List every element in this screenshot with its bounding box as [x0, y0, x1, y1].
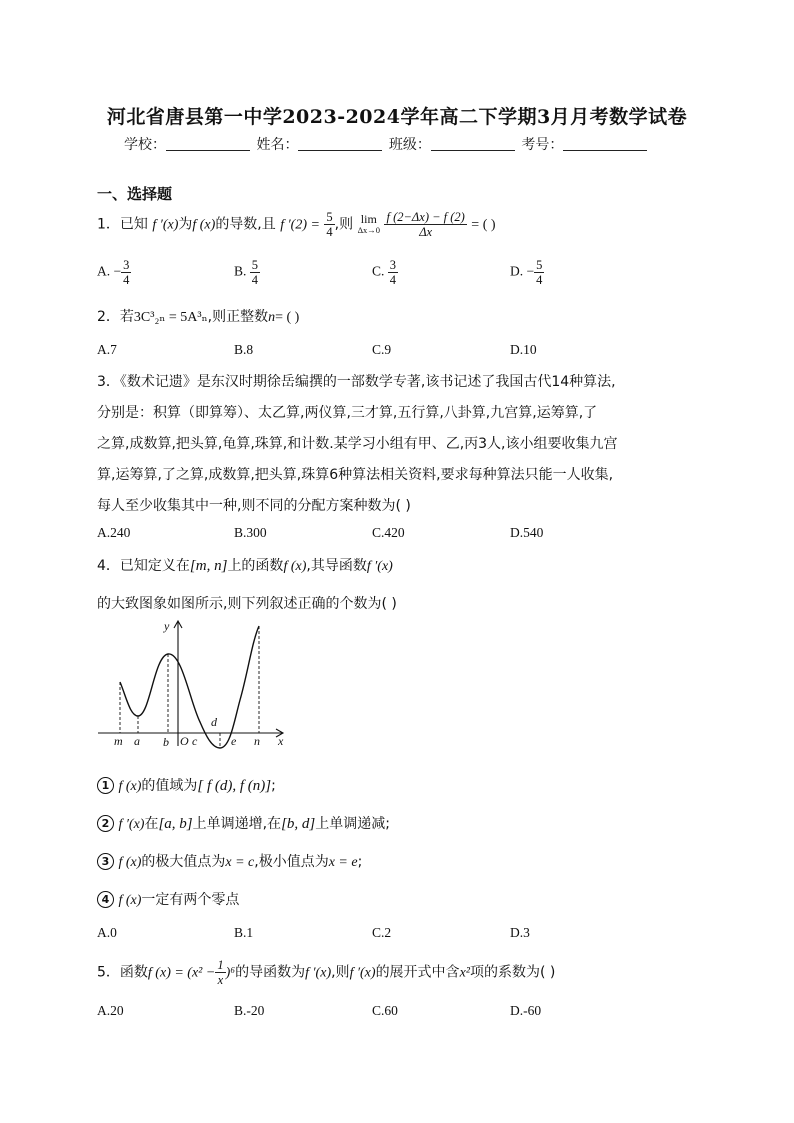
q1-option-d[interactable]	[510, 258, 544, 287]
q5-term: x²	[459, 965, 470, 981]
label-c: c	[192, 734, 198, 748]
q4-option-a[interactable]: A.0	[97, 925, 117, 940]
q1-limit	[357, 211, 381, 236]
statement-number: 4	[97, 891, 114, 908]
statement-text: 上单调递增,在	[192, 816, 282, 832]
q1-text: 的导数,且	[215, 216, 276, 233]
q1-text: 为	[178, 216, 193, 233]
statement-number: 3	[97, 853, 114, 870]
q5-text: ,则	[331, 964, 350, 981]
q4-statement-1	[97, 775, 276, 795]
option-fraction	[388, 258, 398, 287]
fraction-denominator: 4	[251, 273, 259, 287]
q4-fpx: f ′(x)	[366, 559, 393, 574]
school-label: 学校：	[124, 137, 166, 153]
question-3-stem	[97, 367, 707, 522]
q2-option-b[interactable]: B.8	[234, 342, 254, 357]
limit-word: lim	[360, 211, 377, 226]
q3-line: 分别是：积算（即算筹）、太乙算,两仪算,三才算,五行算,八卦算,九宫算,运筹算,了	[97, 405, 598, 421]
q1-text: ,则	[334, 216, 354, 233]
statement-math: f (x)	[118, 893, 142, 908]
question-4-stem	[97, 555, 393, 575]
statement-math: x = c	[225, 855, 255, 870]
q5-text: 5．函数	[97, 964, 148, 981]
label-a: a	[134, 734, 140, 748]
q4-option-c[interactable]: C.2	[372, 925, 392, 940]
fraction-denominator: x	[217, 973, 224, 987]
q1-condition: f ′(2) =	[280, 217, 320, 233]
fraction-numerator: 5	[536, 258, 543, 272]
option-fraction	[250, 258, 260, 287]
q1-option-a[interactable]	[97, 258, 131, 287]
statement-text: 上单调递减;	[315, 816, 390, 832]
derivative-graph	[96, 618, 292, 754]
section-heading: 一、选择题	[97, 185, 173, 203]
q5-function: )⁶	[225, 965, 236, 981]
statement-math: x = e	[328, 855, 358, 870]
q5-option-b[interactable]: B.-20	[234, 1003, 265, 1018]
statement-text: 一定有两个零点	[141, 892, 240, 908]
fraction-numerator: 3	[389, 258, 397, 272]
fraction-numerator: 1	[217, 958, 224, 972]
q1-tail: = ( )	[471, 217, 496, 233]
option-label: A. −	[97, 263, 122, 279]
q5-option-a[interactable]: A.20	[97, 1003, 124, 1018]
q5-function: f (x) = (x² −	[147, 965, 216, 981]
q4-text: 上的函数	[227, 558, 284, 574]
option-label: D. −	[510, 263, 535, 279]
class-blank[interactable]	[431, 136, 515, 151]
q3-option-a[interactable]: A.240	[97, 525, 131, 540]
q3-option-c[interactable]: C.420	[372, 525, 405, 540]
option-fraction	[534, 258, 544, 287]
q5-text: 的导函数为	[235, 964, 306, 981]
question-1-stem	[97, 210, 496, 239]
statement-math: f (x)	[118, 779, 142, 794]
statement-number: 1	[97, 777, 114, 794]
q4-statement-2	[97, 813, 390, 833]
q1-option-c[interactable]	[372, 258, 398, 287]
question-4-stem-line2: 的大致图象如图所示,则下列叙述正确的个数为( )	[97, 596, 397, 612]
q5-fraction	[215, 958, 225, 987]
q3-line: 每人至少收集其中一种,则不同的分配方案种数为( )	[97, 498, 411, 514]
label-y: y	[164, 619, 170, 633]
q3-line: 3．《数术记遗》是东汉时期徐岳编撰的一部数学专著,该书记述了我国古代14种算法,	[97, 374, 616, 390]
statement-text: 的值域为	[141, 778, 198, 794]
statement-math: [a, b]	[158, 816, 193, 832]
q4-option-b[interactable]: B.1	[234, 925, 254, 940]
q2-text: ,则正整数	[207, 309, 269, 325]
statement-text: 的极大值点为	[141, 854, 226, 870]
derivative-curve	[120, 626, 259, 748]
q3-line: 算,运筹算,了之算,成数算,把头算,珠算6种算法相关资料,要求每种算法只能一人收集,	[97, 467, 614, 483]
label-origin: O	[180, 734, 189, 748]
q3-line: 之算,成数算,把头算,龟算,珠算,和计数.某学习小组有甲、乙,丙3人,该小组要收集九宫	[97, 436, 618, 452]
q1-fprime: f ′(x)	[152, 217, 179, 233]
name-label: 姓名：	[256, 137, 299, 153]
fraction-denominator: 4	[326, 225, 333, 239]
q4-statement-4	[97, 889, 239, 909]
statement-math: f (x)	[118, 855, 142, 870]
fraction-denominator: Δx	[419, 225, 433, 239]
fraction-numerator: 5	[326, 210, 333, 224]
statement-text: ;	[271, 778, 276, 794]
label-e: e	[231, 734, 237, 748]
fraction-denominator: 4	[123, 273, 130, 287]
class-label: 班级：	[388, 137, 431, 153]
q5-fpx: f ′(x)	[349, 965, 376, 981]
label-b: b	[163, 735, 169, 749]
q1-fx: f (x)	[192, 217, 216, 233]
q1-text: 1．已知	[97, 216, 148, 233]
fraction-numerator: f (2−Δx) − f (2)	[386, 210, 465, 224]
q4-statement-3	[97, 851, 362, 871]
q4-fx: f (x)	[283, 559, 307, 574]
option-label: C.	[372, 263, 385, 279]
q2-option-d[interactable]: D.10	[510, 342, 537, 357]
q2-option-c[interactable]: C.9	[372, 342, 392, 357]
q2-variable: n	[268, 310, 276, 325]
q4-option-d[interactable]: D.3	[510, 925, 530, 940]
option-fraction	[121, 258, 131, 287]
label-d: d	[211, 715, 217, 729]
q5-text: 项的系数为( )	[469, 964, 556, 981]
option-label: B.	[234, 263, 247, 279]
q4-text: ,其导函数	[306, 558, 367, 574]
q1-limit-fraction	[384, 210, 466, 239]
statement-number: 2	[97, 815, 114, 832]
limit-subscript: Δx→0	[357, 224, 381, 235]
label-m: m	[114, 734, 123, 748]
statement-text: 在	[144, 816, 159, 832]
q2-tail: = ( )	[275, 310, 300, 325]
statement-text: ,极小值点为	[254, 854, 329, 870]
number-label: 考号：	[521, 137, 564, 153]
q2-option-a[interactable]: A.7	[97, 342, 117, 357]
page-title: 河北省唐县第一中学2023-2024学年高二下学期3月月考数学试卷	[106, 106, 688, 128]
statement-math: [ f (d), f (n)]	[197, 778, 272, 794]
q5-fpx: f ′(x)	[305, 965, 332, 981]
fraction-numerator: 3	[123, 258, 130, 272]
question-5-stem	[97, 958, 555, 987]
label-x: x	[278, 734, 284, 748]
q1-condition-fraction	[324, 210, 334, 239]
fraction-numerator: 5	[251, 258, 259, 272]
statement-text: ;	[357, 854, 363, 870]
question-2-stem	[97, 306, 299, 326]
label-n: n	[254, 734, 260, 748]
student-info-row	[124, 134, 649, 154]
name-blank[interactable]	[298, 136, 382, 151]
statement-math: [b, d]	[281, 816, 316, 832]
q3-option-b[interactable]: B.300	[234, 525, 267, 540]
fraction-denominator: 4	[389, 273, 397, 287]
q3-option-d[interactable]: D.540	[510, 525, 544, 540]
q5-option-c[interactable]: C.60	[372, 1003, 398, 1018]
q2-text: 2．若	[97, 309, 134, 325]
number-blank[interactable]	[563, 136, 647, 151]
school-blank[interactable]	[166, 136, 250, 151]
q4-text: 4．已知定义在	[97, 558, 190, 574]
q5-option-d[interactable]: D.-60	[510, 1003, 542, 1018]
q5-text: 的展开式中含	[375, 964, 460, 981]
q4-interval: [m, n]	[189, 558, 228, 574]
fraction-denominator: 4	[536, 273, 543, 287]
statement-math: f ′(x)	[118, 817, 145, 832]
q1-option-b[interactable]	[234, 258, 260, 287]
q2-equation: 3C³₂ₙ = 5A³ₙ	[133, 310, 208, 325]
